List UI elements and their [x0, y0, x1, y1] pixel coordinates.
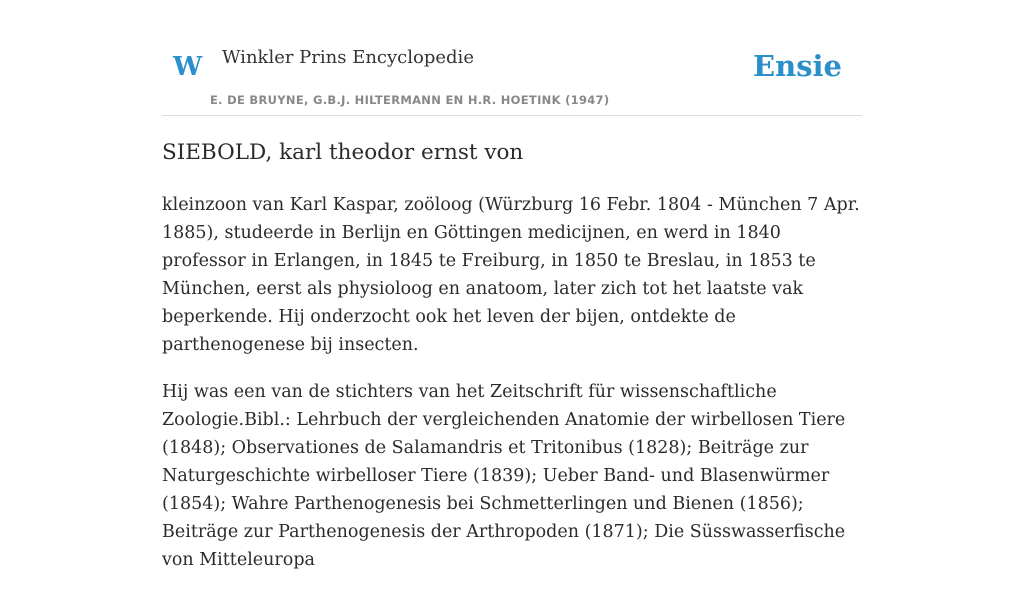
entry-paragraph: kleinzoon van Karl Kaspar, zoöloog (Würzburg 16 Febr. 1804 - München 7 Apr. 1885), studeerde in Berlijn en Göttingen medicijnen, en werd in 1840 professor in Erlangen, in 1845 te Freiburg, in 1850 te Breslau, in 1853 te München, eerst als physioloog en anatoom, later zich tot het laatste vak beperkende. Hij onderzocht ook het leven der bijen, ontdekte de parthenogenese bij insecten. [162, 195, 860, 355]
ensie-logo[interactable]: Ensie [753, 49, 842, 83]
winkler-prins-logo[interactable]: W [173, 52, 203, 82]
publication-authors: E. DE BRUYNE, G.B.J. HILTERMANN EN H.R. HOETINK (1947) [210, 93, 610, 107]
entry-body [162, 191, 862, 593]
entry-paragraph: Hij was een van de stichters van het Zeitschrift für wissenschaftliche Zoologie.Bibl.: Lehrbuch der vergleichenden Anatomie der wirbellosen Tiere (1848); Observationes de Salamandris et Tritonibus (1828); Beiträge zur Naturgeschichte wirbelloser Tiere (1839); Ueber Band- und Blasenwürmer (1854); Wahre Parthenogenesis bei Schmetterlingen und Bienen (1856); Beiträge zur Parthenogenesis der Arthropoden (1871); Die Süsswasserfische von Mitteleuropa [162, 382, 846, 570]
encyclopedia-header [162, 40, 862, 116]
entry-title: SIEBOLD, karl theodor ernst von [162, 140, 524, 165]
publication-title[interactable]: Winkler Prins Encyclopedie [222, 47, 474, 68]
